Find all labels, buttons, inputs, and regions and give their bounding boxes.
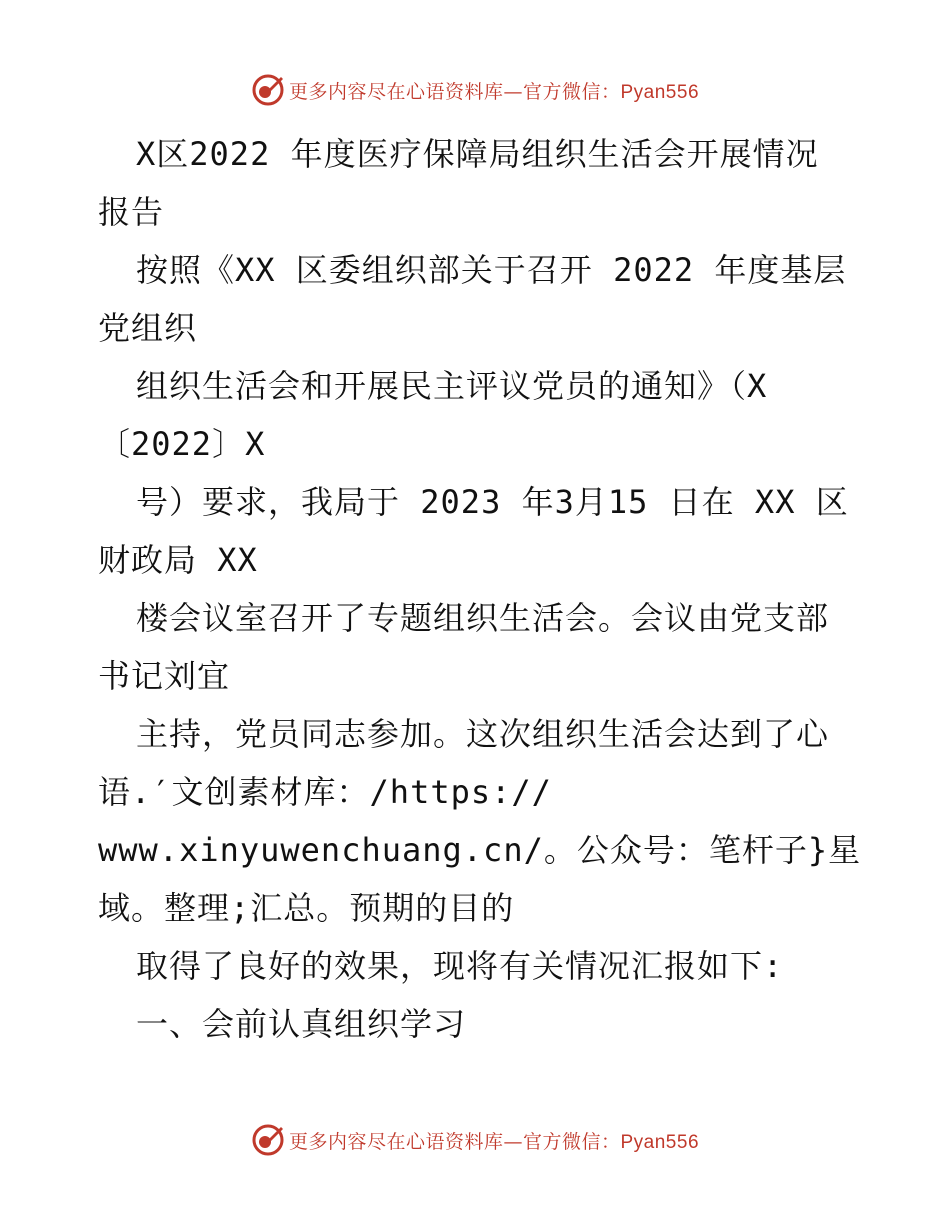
- header-banner: [0, 72, 950, 108]
- doc-line-title-1: X区2022 年度医疗保障局组织生活会开展情况: [136, 135, 819, 173]
- doc-line: 书记刘宜: [98, 657, 231, 695]
- banner-wechat-id: Pyan556: [620, 81, 700, 103]
- brush-logo-icon: [251, 1123, 285, 1157]
- doc-line-section-heading: 一、会前认真组织学习: [136, 1005, 467, 1043]
- banner-promo-text: 更多内容尽在心语资料库: [288, 1130, 504, 1153]
- doc-line: 号）要求，我局于 2023 年3月15 日在 XX 区: [136, 483, 849, 521]
- document-body: [0, 125, 950, 1053]
- banner-dash: —: [503, 1130, 523, 1153]
- doc-line: www.xinyuwenchuang.cn/。公众号：笔杆子}星: [98, 831, 862, 869]
- doc-line: 取得了良好的效果，现将有关情况汇报如下:: [136, 947, 784, 985]
- doc-line: 语.′文创素材库：/https://: [98, 773, 552, 811]
- banner-wechat-label: 官方微信：: [522, 80, 621, 103]
- footer-banner: [0, 1122, 950, 1158]
- banner-wechat-id: Pyan556: [620, 1131, 700, 1153]
- doc-line: 组织生活会和开展民主评议党员的通知》（X: [136, 367, 768, 405]
- doc-line: 按照《XX 区委组织部关于召开 2022 年度基层: [136, 251, 847, 289]
- banner-dash: —: [503, 80, 523, 103]
- doc-line: 主持，党员同志参加。这次组织生活会达到了心: [136, 715, 830, 753]
- doc-line-title-2: 报告: [98, 193, 165, 231]
- brush-logo-icon: [251, 73, 285, 107]
- doc-line: 楼会议室召开了专题组织生活会。会议由党支部: [136, 599, 830, 637]
- doc-line: 财政局 XX: [98, 541, 258, 579]
- doc-line: 党组织: [98, 309, 198, 347]
- banner-wechat-label: 官方微信：: [522, 1130, 621, 1153]
- banner-promo-text: 更多内容尽在心语资料库: [288, 80, 504, 103]
- doc-line: 域。整理;汇总。预期的目的: [98, 889, 515, 927]
- doc-line: 〔2022〕X: [98, 425, 266, 463]
